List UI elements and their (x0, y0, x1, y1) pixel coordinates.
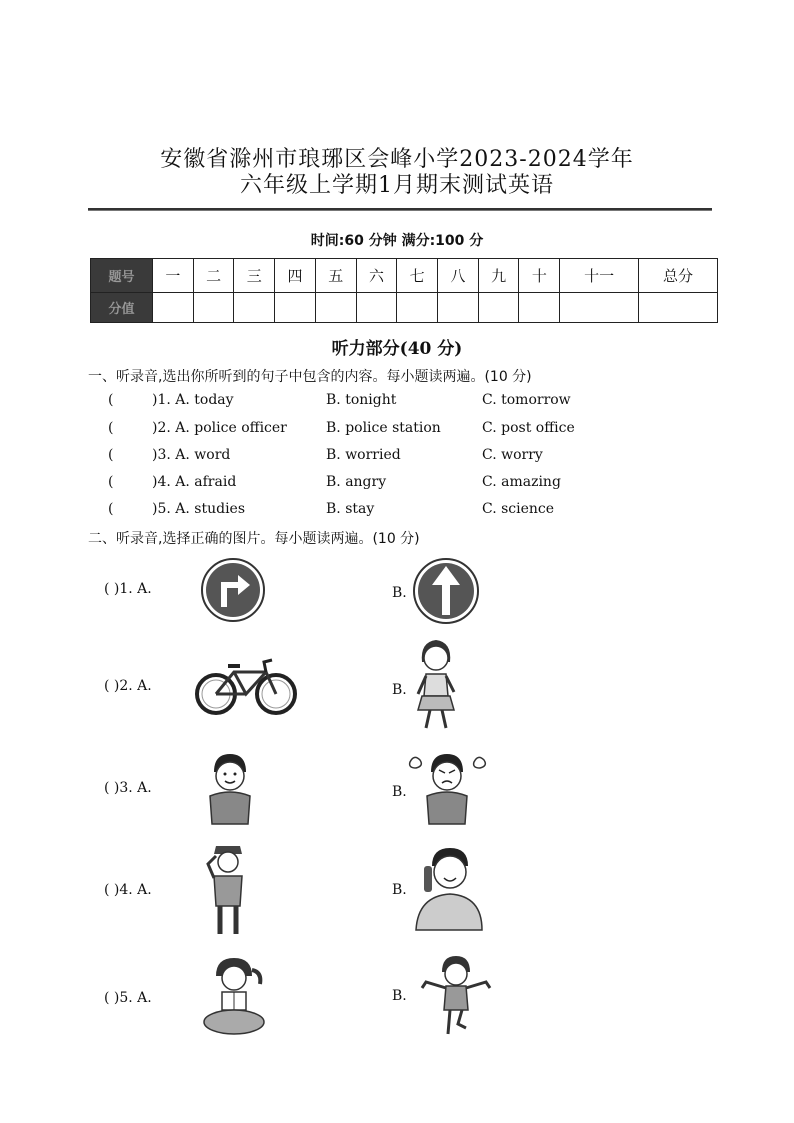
score-table-row1-label: 题号 (91, 259, 153, 293)
pic-question-2 (104, 640, 604, 730)
pic-question-4 (104, 842, 604, 932)
answer-blank[interactable]: ( (108, 447, 114, 463)
option-c: C. science (482, 501, 555, 517)
score-cell (438, 292, 479, 322)
exam-meta: 时间:60 分钟 满分:100 分 (310, 233, 484, 249)
option-a: )3. A. word (152, 447, 231, 463)
option-a: )1. A. today (152, 392, 234, 408)
score-col-4: 四 (275, 259, 316, 293)
score-table-row-scores (91, 292, 718, 322)
go-straight-sign-icon (412, 557, 480, 625)
pic-q5-label-a: ( )5. A. (104, 990, 152, 1006)
pic-q4-label-b: B. (392, 882, 407, 898)
score-cell (234, 292, 275, 322)
option-b: B. stay (326, 501, 375, 517)
score-col-11: 十一 (560, 259, 639, 293)
mc-question-4 (108, 474, 708, 496)
score-table (90, 258, 718, 323)
score-cell (478, 292, 519, 322)
score-col-total: 总分 (639, 259, 718, 293)
score-cell (397, 292, 438, 322)
score-col-1: 一 (153, 259, 194, 293)
mc-question-3 (108, 447, 708, 469)
mc-question-5 (108, 501, 708, 523)
score-col-9: 九 (478, 259, 519, 293)
answer-blank[interactable]: ( (108, 392, 114, 408)
score-cell (153, 292, 194, 322)
score-cell (356, 292, 397, 322)
turn-right-sign-icon (200, 557, 266, 623)
score-col-7: 七 (397, 259, 438, 293)
pic-q2-label-a: ( )2. A. (104, 678, 152, 694)
option-c: C. tomorrow (482, 392, 571, 408)
score-cell (519, 292, 560, 322)
score-cell (275, 292, 316, 322)
score-cell (315, 292, 356, 322)
answer-blank[interactable]: ( (108, 474, 114, 490)
exam-title-line2: 六年级上学期1月期末测试英语 (240, 173, 554, 198)
option-c: C. worry (482, 447, 543, 463)
pic-q1-label-a: ( )1. A. (104, 581, 152, 597)
score-col-5: 五 (315, 259, 356, 293)
score-cell (639, 292, 718, 322)
pic-question-3 (104, 748, 604, 838)
pic-q3-label-b: B. (392, 784, 407, 800)
option-c: C. amazing (482, 474, 561, 490)
pic-q2-label-b: B. (392, 682, 407, 698)
score-col-2: 二 (193, 259, 234, 293)
title-divider (88, 208, 712, 211)
mc-question-1 (108, 392, 708, 414)
answer-blank[interactable]: ( (108, 501, 114, 517)
exam-title-line1: 安徽省滁州市琅琊区会峰小学2023-2024学年 (160, 147, 634, 172)
option-a: )4. A. afraid (152, 474, 237, 490)
score-table-row2-label: 分值 (91, 292, 153, 322)
score-col-8: 八 (438, 259, 479, 293)
mc-question-2 (108, 420, 708, 442)
police-officer-saluting-icon (206, 842, 250, 940)
answer-blank[interactable]: ( (108, 420, 114, 436)
option-b: B. angry (326, 474, 387, 490)
listening-section-title: 听力部分(40 分) (331, 339, 463, 359)
part2-heading: 二、听录音,选择正确的图片。每小题读两遍。(10 分) (88, 531, 420, 547)
boy-smiling-icon (204, 752, 256, 832)
girl-dancing-icon (418, 954, 494, 1040)
score-col-3: 三 (234, 259, 275, 293)
pic-q1-label-b: B. (392, 585, 407, 601)
part1-heading: 一、听录音,选出你所听到的句子中包含的内容。每小题读两遍。(10 分) (88, 369, 532, 385)
pic-question-5 (104, 954, 604, 1044)
option-c: C. post office (482, 420, 575, 436)
pic-q5-label-b: B. (392, 988, 407, 1004)
girl-walking-icon (414, 636, 458, 736)
boy-angry-icon (406, 752, 488, 832)
pic-q4-label-a: ( )4. A. (104, 882, 152, 898)
pic-q3-label-a: ( )3. A. (104, 780, 152, 796)
option-b: B. police station (326, 420, 441, 436)
pic-question-1 (104, 555, 604, 645)
option-b: B. worried (326, 447, 401, 463)
score-cell (560, 292, 639, 322)
score-col-6: 六 (356, 259, 397, 293)
option-b: B. tonight (326, 392, 397, 408)
girl-reading-icon (202, 956, 266, 1036)
score-table-row-numbers (91, 259, 718, 293)
score-col-10: 十 (519, 259, 560, 293)
option-a: )2. A. police officer (152, 420, 287, 436)
score-cell (193, 292, 234, 322)
option-a: )5. A. studies (152, 501, 246, 517)
man-on-phone-icon (412, 846, 484, 932)
bicycle-icon (194, 654, 298, 718)
